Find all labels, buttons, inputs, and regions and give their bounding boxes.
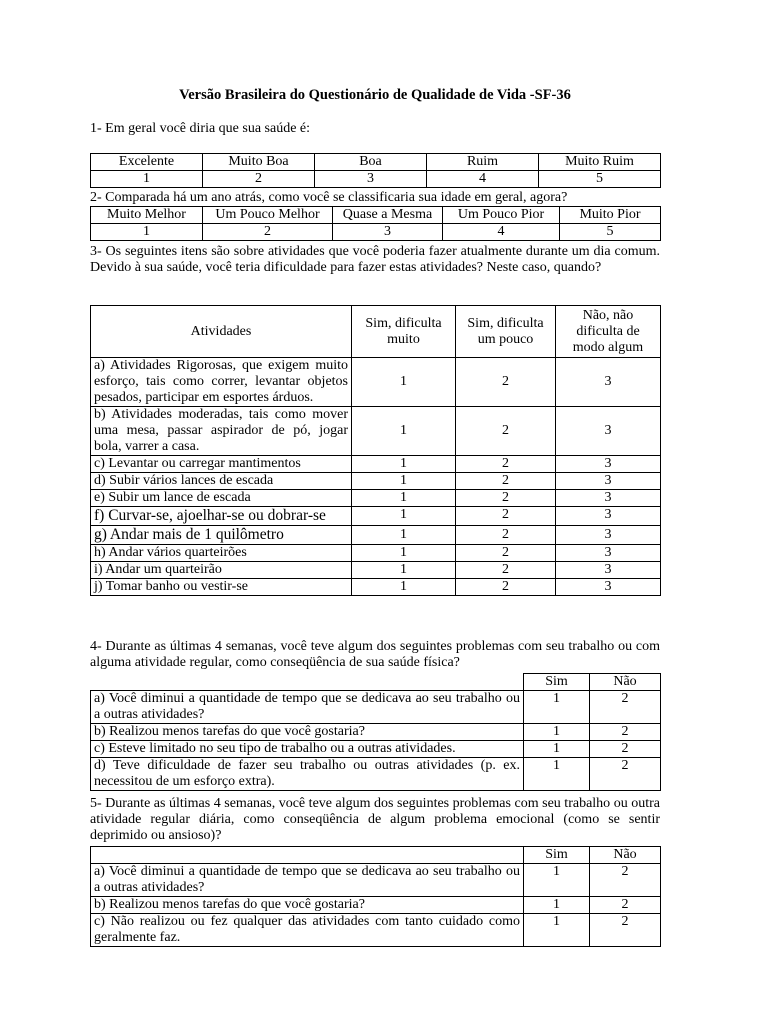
q3-row-score[interactable]: 2 [456,526,556,545]
q3-row-score[interactable]: 2 [456,358,556,407]
q3-row-score[interactable]: 1 [352,545,456,562]
q2-option[interactable]: Muito Pior [560,207,661,224]
q1-option[interactable]: Muito Ruim [539,154,661,171]
table-row [91,526,661,545]
q2-text: 2- Comparada há um ano atrás, como você se classificaria sua idade em geral, agora? [90,190,568,205]
q1-option[interactable]: Excelente [91,154,203,171]
q3-row-score[interactable]: 2 [456,562,556,579]
q4-row-label: b) Realizou menos tarefas do que você gostaria? [91,724,524,741]
q3-header-col2: Sim, dificulta um pouco [456,306,556,358]
page-title: Versão Brasileira do Questionário de Qualidade de Vida -SF-36 [179,87,571,103]
q4-row-score[interactable]: 1 [524,691,590,724]
q3-row-score[interactable]: 3 [556,490,661,507]
q5-row-score[interactable]: 1 [524,914,590,947]
q3-row-label: g) Andar mais de 1 quilômetro [91,526,352,545]
table-row [91,691,661,724]
q1-option[interactable]: Boa [315,154,427,171]
q3-row-label: b) Atividades moderadas, tais como mover uma mesa, passar aspirador de pó, jogar bola, varrer a casa. [91,407,352,456]
q2-option[interactable]: Um Pouco Pior [443,207,560,224]
q3-row-score[interactable]: 3 [556,562,661,579]
q3-row-score[interactable]: 2 [456,473,556,490]
q4-header-row [91,674,661,691]
q3-row-score[interactable]: 1 [352,526,456,545]
table-row [91,473,661,490]
q2-score[interactable]: 4 [443,224,560,241]
table-row [91,562,661,579]
q3-header-row [91,306,661,358]
q1-option[interactable]: Muito Boa [203,154,315,171]
q5-row-score[interactable]: 1 [524,897,590,914]
q5-text: 5- Durante as últimas 4 semanas, você teve algum dos seguintes problemas com seu trabalho ou outra atividade regular diária, como conseqüência de algum problema emocional (como se sentir deprimido ou ansioso)? [90,796,660,843]
q3-text: 3- Os seguintes itens são sobre atividades que você poderia fazer atualmente durante um dia comum. Devido à sua saúde, você teria dificuldade para fazer estas atividades? Neste caso, quando? [90,244,660,275]
q5-row-label: a) Você diminui a quantidade de tempo que se dedicava ao seu trabalho ou a outras atividades? [91,864,524,897]
q3-row-label: f) Curvar-se, ajoelhar-se ou dobrar-se [91,507,352,526]
q1-score[interactable]: 5 [539,171,661,188]
q1-option[interactable]: Ruim [427,154,539,171]
q3-row-score[interactable]: 3 [556,473,661,490]
table-row [91,741,661,758]
q3-row-score[interactable]: 3 [556,579,661,596]
q4-row-score[interactable]: 1 [524,724,590,741]
q1-options-row [91,154,661,171]
table-row [91,545,661,562]
table-row [91,864,661,897]
q1-scores-row [91,171,661,188]
q3-row-score[interactable]: 3 [556,456,661,473]
q3-row-label: a) Atividades Rigorosas, que exigem muito esforço, tais como correr, levantar objetos pesados, participar em esportes árduos. [91,358,352,407]
q3-row-label: d) Subir vários lances de escada [91,473,352,490]
q4-row-label: c) Esteve limitado no seu tipo de trabalho ou a outras atividades. [91,741,524,758]
q3-row-score[interactable]: 3 [556,407,661,456]
q5-row-score[interactable]: 2 [590,914,661,947]
q5-row-score[interactable]: 2 [590,864,661,897]
q4-table [90,673,661,791]
q2-score[interactable]: 1 [91,224,203,241]
q5-row-label: b) Realizou menos tarefas do que você gostaria? [91,897,524,914]
q4-header-blank [91,674,524,691]
q5-header-blank [91,847,524,864]
q1-score[interactable]: 3 [315,171,427,188]
table-row [91,507,661,526]
q2-score[interactable]: 5 [560,224,661,241]
q3-row-score[interactable]: 2 [456,507,556,526]
q3-row-label: c) Levantar ou carregar mantimentos [91,456,352,473]
q3-row-score[interactable]: 1 [352,473,456,490]
table-row [91,407,661,456]
q1-score[interactable]: 2 [203,171,315,188]
q3-row-score[interactable]: 1 [352,407,456,456]
q4-row-score[interactable]: 2 [590,724,661,741]
q3-header-col3: Não, não dificulta de modo algum [556,306,661,358]
q2-option[interactable]: Um Pouco Melhor [203,207,333,224]
q4-row-label: a) Você diminui a quantidade de tempo que se dedicava ao seu trabalho ou a outras atividades? [91,691,524,724]
q4-header-sim: Sim [524,674,590,691]
q3-row-score[interactable]: 1 [352,507,456,526]
q1-text: 1- Em geral você diria que sua saúde é: [90,121,311,136]
table-row [91,579,661,596]
q3-row-score[interactable]: 1 [352,562,456,579]
q3-row-score[interactable]: 1 [352,579,456,596]
q5-row-score[interactable]: 2 [590,897,661,914]
q3-row-score[interactable]: 2 [456,490,556,507]
q3-row-score[interactable]: 3 [556,507,661,526]
q3-row-score[interactable]: 1 [352,456,456,473]
table-row [91,456,661,473]
q4-row-score[interactable]: 2 [590,691,661,724]
q2-table [90,206,661,241]
q3-row-score[interactable]: 2 [456,407,556,456]
q3-row-label: h) Andar vários quarteirões [91,545,352,562]
q3-header-col1: Sim, dificulta muito [352,306,456,358]
q2-option[interactable]: Quase a Mesma [333,207,443,224]
q5-row-label: c) Não realizou ou fez qualquer das atividades com tanto cuidado como geralmente faz. [91,914,524,947]
q2-scores-row [91,224,661,241]
table-row [91,914,661,947]
q2-option[interactable]: Muito Melhor [91,207,203,224]
table-row [91,758,661,791]
q1-score[interactable]: 4 [427,171,539,188]
q5-header-row [91,847,661,864]
q4-row-score[interactable]: 2 [590,758,661,791]
q3-row-score[interactable]: 2 [456,456,556,473]
q3-row-score[interactable]: 1 [352,490,456,507]
q4-header-nao: Não [590,674,661,691]
q4-row-score[interactable]: 1 [524,758,590,791]
q3-row-label: i) Andar um quarteirão [91,562,352,579]
q3-row-score[interactable]: 2 [456,579,556,596]
q5-row-score[interactable]: 1 [524,864,590,897]
q4-row-label: d) Teve dificuldade de fazer seu trabalho ou outras atividades (p. ex. necessitou de um esforço extra). [91,758,524,791]
q2-score[interactable]: 3 [333,224,443,241]
q3-table [90,305,661,596]
q5-header-sim: Sim [524,847,590,864]
table-row [91,490,661,507]
q3-header-activities: Atividades [91,306,352,358]
q3-row-score[interactable]: 2 [456,545,556,562]
table-row [91,724,661,741]
q3-row-label: j) Tomar banho ou vestir-se [91,579,352,596]
q5-table [90,846,661,947]
q3-row-score[interactable]: 1 [352,358,456,407]
q3-row-score[interactable]: 3 [556,545,661,562]
q2-score[interactable]: 2 [203,224,333,241]
q3-row-score[interactable]: 3 [556,358,661,407]
table-row [91,358,661,407]
q3-row-label: e) Subir um lance de escada [91,490,352,507]
q1-table [90,153,661,188]
q4-row-score[interactable]: 1 [524,741,590,758]
q1-score[interactable]: 1 [91,171,203,188]
q4-row-score[interactable]: 2 [590,741,661,758]
q4-text: 4- Durante as últimas 4 semanas, você teve algum dos seguintes problemas com seu trabalho ou com alguma atividade regular, como conseqüência de sua saúde física? [90,639,660,670]
q2-options-row [91,207,661,224]
q5-header-nao: Não [590,847,661,864]
table-row [91,897,661,914]
q3-row-score[interactable]: 3 [556,526,661,545]
